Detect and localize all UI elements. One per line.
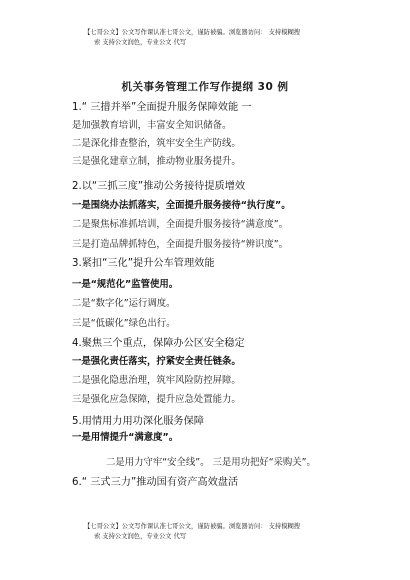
list-item: 一是强化责任落实，拧紧安全责任链条。: [72, 356, 241, 367]
list-item: 一是用情提升“满意度”。: [72, 432, 179, 443]
list-item: 一是“规范化”监管使用。: [72, 279, 179, 290]
banner-bottom-line-1: 【七哥公文】公文写作课认准七哥公文，谨防被骗。浏览器访问： 支持模糊搜: [84, 523, 301, 530]
banner-top-line-2: 索 支持公文润色，专业公文 代写: [94, 39, 187, 46]
list-item: 二是用力守牢“安全线”。 三是用功把好“采购关”。: [106, 457, 316, 468]
watermark-banner-bottom: [84, 522, 384, 542]
watermark-banner-top: [84, 28, 384, 48]
document-title: 机关事务管理工作写作提纲 30 例: [121, 81, 289, 93]
list-item: 三是“低碳化”绿色出行。: [72, 318, 176, 329]
banner-bottom-line-2: 索 支持公文润色，专业公文 代写: [94, 533, 187, 540]
list-item: 一是围绕办法抓落实，全面提升服务接待“执行度”。: [72, 200, 291, 211]
section-heading-1: 1.“ 三措并举”全面提升服务保障效能 一: [72, 102, 252, 113]
list-item: 二是深化排查整治，筑牢安全生产防线。: [72, 138, 241, 149]
list-item: 三是打造品牌抓特色，全面提升服务接待“辨识度”。: [72, 239, 288, 250]
list-item: 二是聚焦标准抓培训，全面提升服务接待“满意度”。: [72, 219, 288, 230]
list-item: 二是“数字化”运行调度。: [72, 298, 176, 309]
list-item: 二是强化隐患治理，筑牢风险防控屏障。: [72, 375, 241, 386]
section-heading-2: 2.以“三抓三度”推动公务接待提质增效: [72, 181, 246, 192]
section-heading-6: 6.“ 三式三力”推动国有资产高效盘活: [72, 477, 239, 488]
list-item: 三是强化建章立制，推动物业服务提升。: [72, 156, 241, 167]
section-heading-5: 5.用情用力用功深化服务保障: [72, 416, 204, 427]
list-item: 三是强化应急保障，提升应急处置能力。: [72, 394, 241, 405]
section-heading-3: 3.紧扣“三化”提升公车管理效能: [72, 258, 215, 269]
list-item: 是加强教育培训，丰富安全知识储备。: [72, 120, 232, 131]
section-heading-4: 4.聚焦三个重点，保障办公区安全稳定: [72, 338, 245, 349]
banner-top-line-1: 【七哥公文】公文写作课认准七哥公文，谨防被骗。浏览器访问： 支持模糊搜: [84, 29, 301, 36]
